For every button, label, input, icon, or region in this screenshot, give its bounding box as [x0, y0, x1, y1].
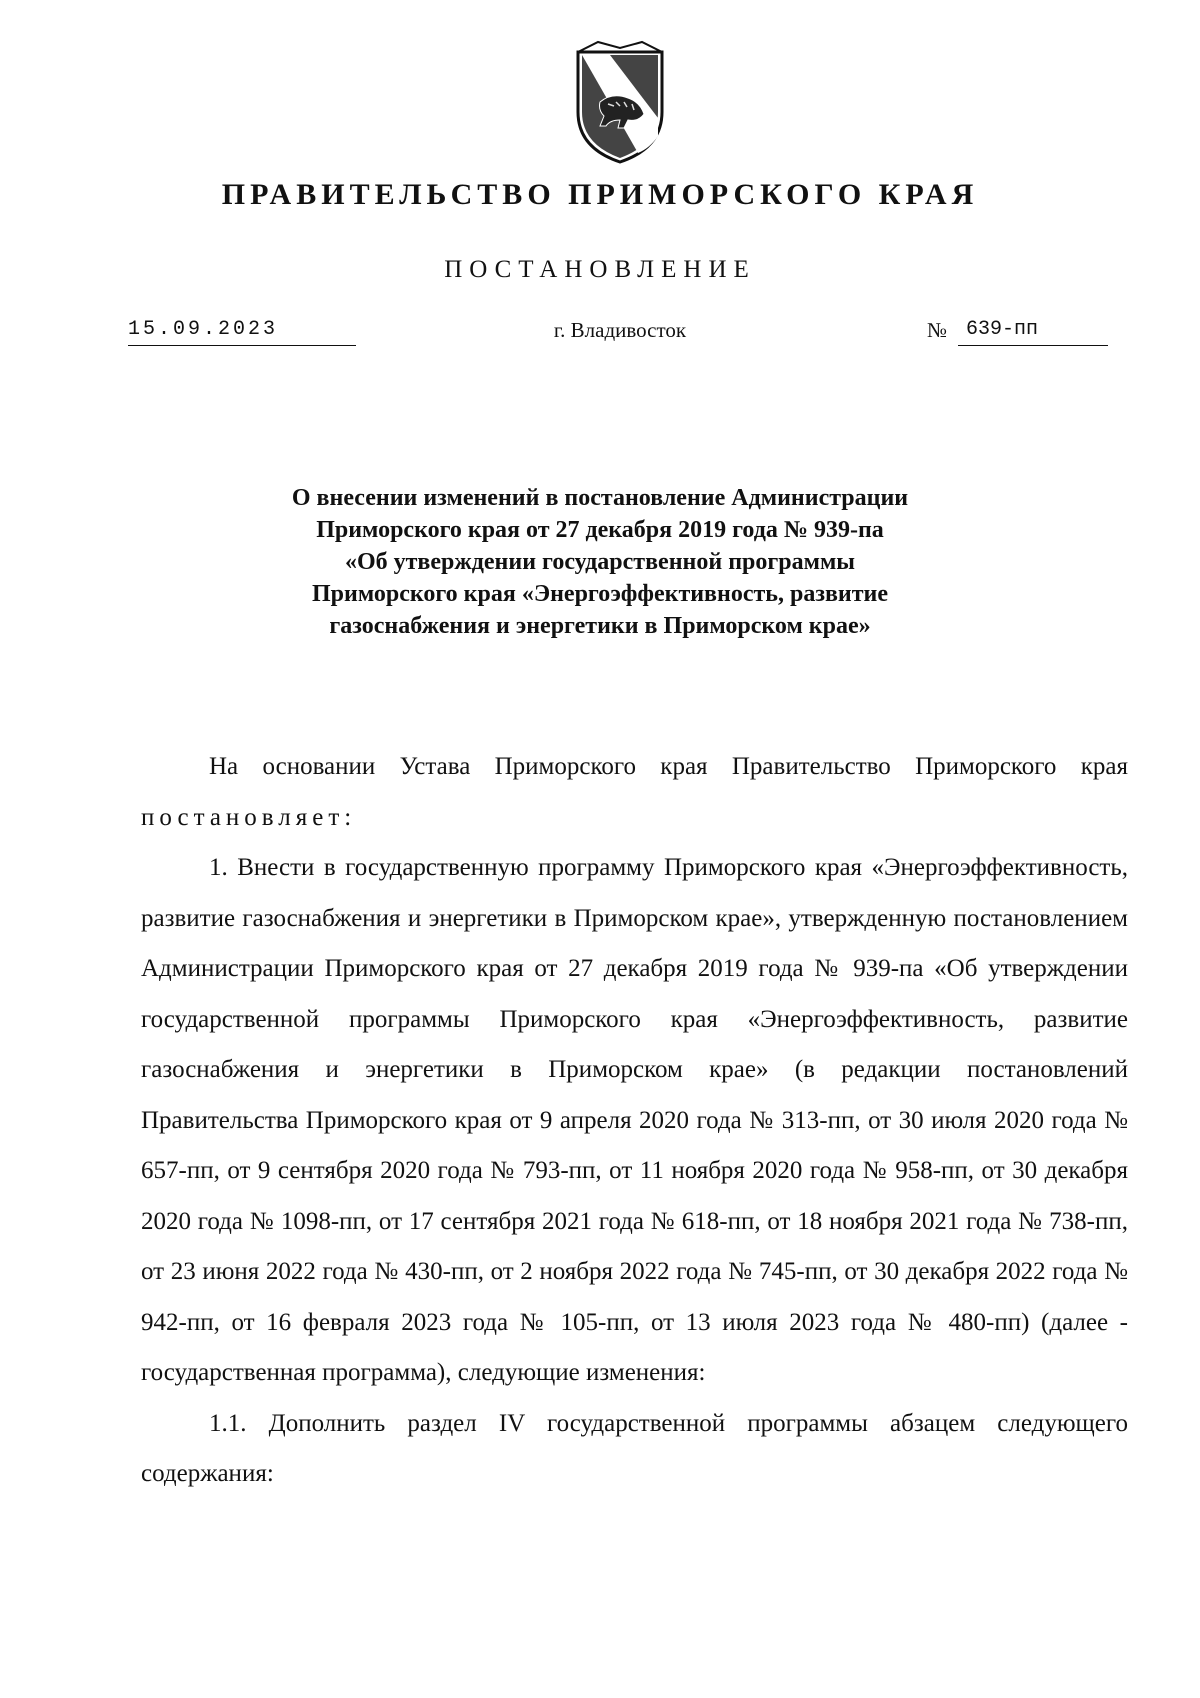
item-1-paragraph: 1. Внести в государственную программу Приморского края «Энергоэффективность, развитие газоснабжения и энергетики в Приморском крае», утвержденную постановлением Администрации Приморского края от 27 декабря 2019 года № 939-па «Об утверждении государственной программы Приморского края «Энергоэффективность, развитие газоснабжения и энергетики в Приморском крае» (в редакции постановлений Правительства Приморского края от 9 апреля 2020 года № 313-пп, от 30 июля 2020 года № 657-пп, от 9 сентября 2020 года № 793-пп, от 11 ноября 2020 года № 958-пп, от 30 декабря 2020 года № 1098-пп, от 17 сентября 2021 года № 618-пп, от 18 ноября 2021 года № 738-пп, от 23 июня 2022 года № 430-пп, от 2 ноября 2022 года № 745-пп, от 30 декабря 2022 года № 942-пп, от 16 февраля 2023 года № 105-пп, от 13 июля 2023 года № 480-пп) (далее - государственная программа), следующие изменения:: [141, 854, 1128, 1386]
intro-paragraph: На основании Устава Приморского края Правительство Приморского края: [209, 753, 1128, 780]
organization-name: ПРАВИТЕЛЬСТВО ПРИМОРСКОГО КРАЯ: [221, 178, 979, 211]
title-line: Приморского края от 27 декабря 2019 года № 939-па: [316, 517, 884, 543]
document-title: [240, 482, 960, 642]
title-line: газоснабжения и энергетики в Приморском крае»: [329, 613, 871, 639]
document-body: [141, 742, 1128, 1500]
title-line: «Об утверждении государственной программы: [344, 549, 856, 575]
title-line: Приморского края «Энергоэффективность, развитие: [311, 581, 889, 607]
document-number: 639-пп: [958, 318, 1108, 346]
number-sign: №: [927, 318, 948, 342]
document-type: ПОСТАНОВЛЕНИЕ: [444, 256, 756, 283]
document-date: 15.09.2023: [128, 318, 356, 346]
document-dateline: [0, 318, 1200, 358]
document-city: г. Владивосток: [553, 318, 687, 342]
title-line: О внесении изменений в постановление Администрации: [291, 485, 909, 511]
resolves-word: постановляет:: [141, 803, 357, 831]
item-1-1-paragraph: 1.1. Дополнить раздел IV государственной программы абзацем следующего содержания:: [141, 1409, 1128, 1487]
coat-of-arms-icon: [570, 40, 670, 165]
